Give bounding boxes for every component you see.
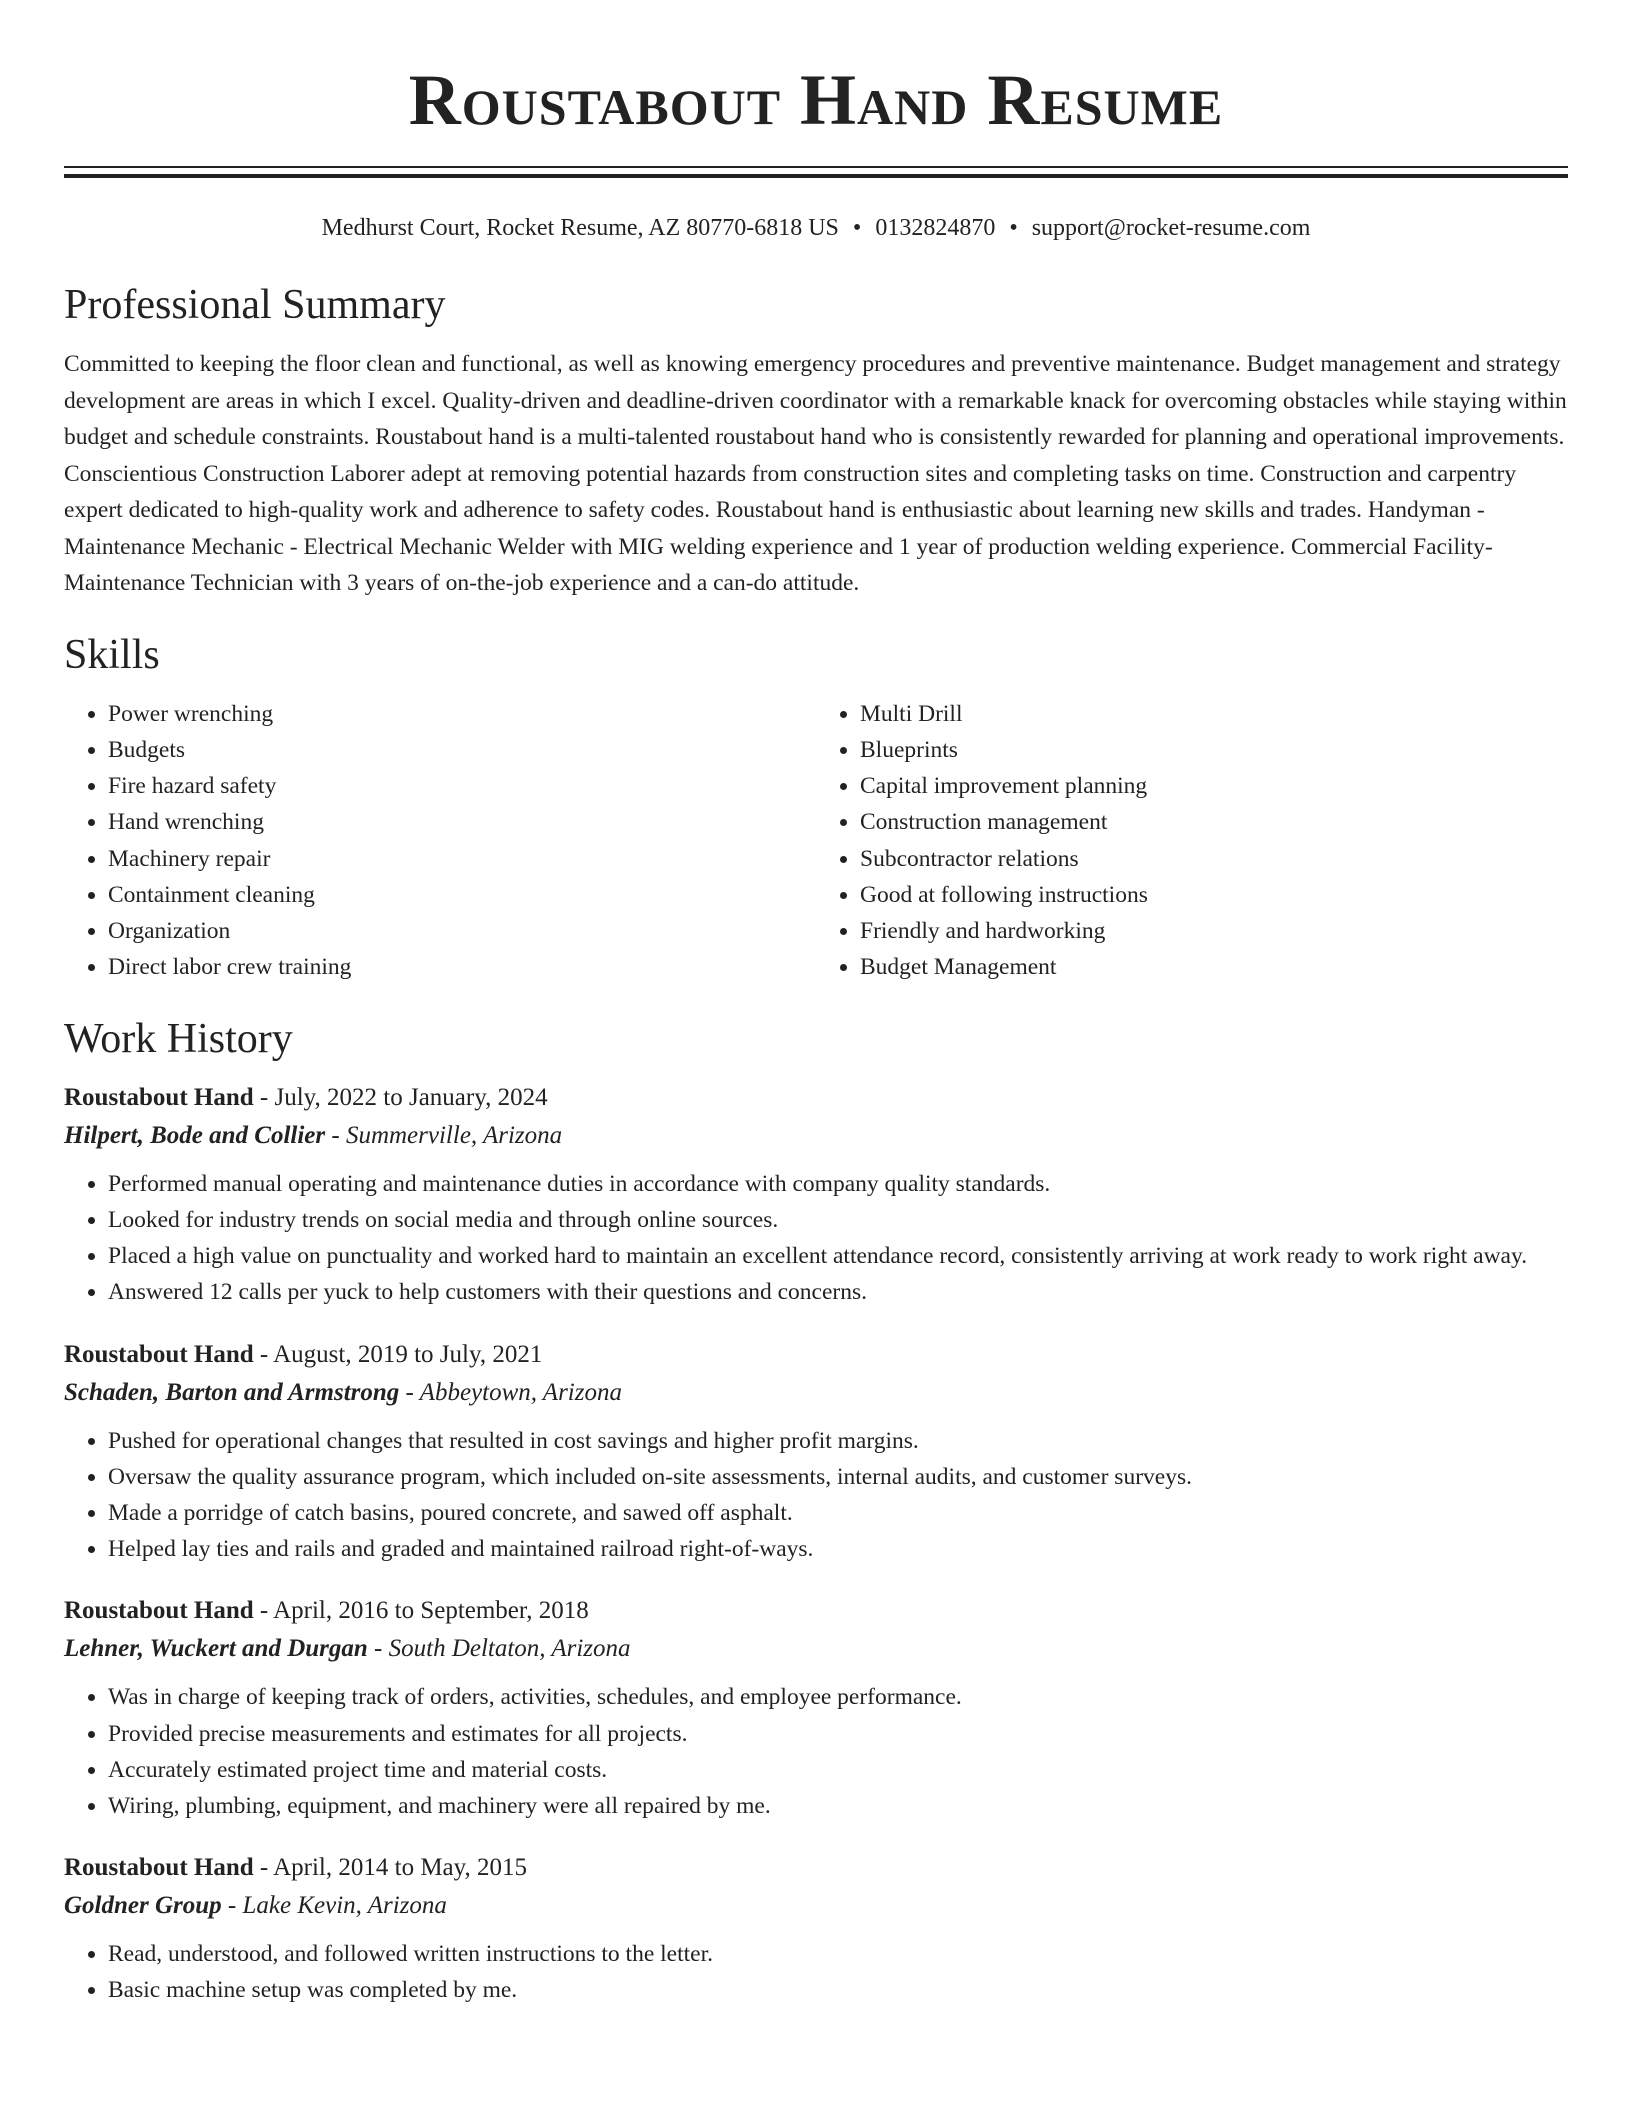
job-location: - Abbeytown, Arizona (399, 1378, 622, 1406)
job-duty: • Oversaw the quality assurance program, which included on-site assessments, internal audits, and customer surveys. (108, 1459, 1568, 1495)
job-company: Hilpert, Bode and Collier (64, 1121, 326, 1149)
skill-item: • Multi Drill (860, 696, 1568, 732)
job-duty: • Wiring, plumbing, equipment, and machinery were all repaired by me. (108, 1788, 1568, 1824)
job-employer (64, 1886, 1568, 1926)
job-duty: • Read, understood, and followed written instructions to the letter. (108, 1936, 1568, 1972)
job-duty: • Accurately estimated project time and material costs. (108, 1752, 1568, 1788)
job-employer (64, 1116, 1568, 1156)
job-duty: • Was in charge of keeping track of orders, activities, schedules, and employee performance. (108, 1679, 1568, 1715)
job-duty: • Looked for industry trends on social media and through online sources. (108, 1202, 1568, 1238)
job-entry (64, 1593, 1568, 1824)
skill-item: • Hand wrenching (108, 804, 816, 840)
skill-item: • Capital improvement planning (860, 768, 1568, 804)
job-duties (64, 1166, 1568, 1311)
skill-item: • Subcontractor relations (860, 841, 1568, 877)
resume-title: Roustabout Hand Resume (408, 60, 1224, 140)
job-location: - Lake Kevin, Arizona (221, 1892, 447, 1920)
job-dates: - April, 2014 to May, 2015 (253, 1854, 528, 1882)
job-employer (64, 1629, 1568, 1669)
contact-separator: • (1009, 215, 1018, 241)
contact-address: Medhurst Court, Rocket Resume, AZ 80770-6818 US (321, 215, 839, 241)
job-entry (64, 1850, 1568, 2008)
job-duty: • Basic machine setup was completed by me. (108, 1972, 1568, 2008)
job-entry (64, 1337, 1568, 1568)
work-history-heading: Work History (64, 1015, 293, 1062)
skill-item: • Machinery repair (108, 841, 816, 877)
skills-heading: Skills (64, 631, 160, 678)
skill-item: • Budget Management (860, 949, 1568, 985)
skill-item: • Good at following instructions (860, 877, 1568, 913)
skill-item: • Friendly and hardworking (860, 913, 1568, 949)
contact-phone: 0132824870 (875, 215, 996, 241)
job-duty: • Pushed for operational changes that resulted in cost savings and higher profit margins. (108, 1423, 1568, 1459)
job-company: Schaden, Barton and Armstrong (64, 1378, 400, 1406)
job-title: Roustabout Hand (64, 1083, 254, 1111)
summary-text: Committed to keeping the floor clean and functional, as well as knowing emergency procedures and preventive maintenance. Budget management and strategy development are areas in which I excel. Quality-driven and deadline-driven coordinator with a remarkable knack for overcoming obstacles while staying within budget and schedule constraints. Roustabout hand is a multi-talented roustabout hand who is consistently rewarded for planning and operational improvements. Conscientious Construction Laborer adept at removing potential hazards from construction sites and completing tasks on time. Construction and carpentry expert dedicated to high-quality work and adherence to safety codes. Roustabout hand is enthusiastic about learning new skills and trades. Handyman - Maintenance Mechanic - Electrical Mechanic Welder with MIG welding experience and 1 year of production welding experience. Commercial Facility-Maintenance Technician with 3 years of on-the-job experience and a can-do attitude. (64, 351, 1567, 597)
skill-item: • Organization (108, 913, 816, 949)
skills-list-right (816, 696, 1568, 986)
job-duty: • Performed manual operating and maintenance duties in accordance with company quality standards. (108, 1166, 1568, 1202)
summary-heading: Professional Summary (64, 282, 446, 328)
job-location: - South Deltaton, Arizona (367, 1635, 631, 1663)
job-duty: • Placed a high value on punctuality and worked hard to maintain an excellent attendance record, consistently arriving at work ready to work right away. (108, 1238, 1568, 1274)
job-duties (64, 1423, 1568, 1568)
skill-item: • Blueprints (860, 732, 1568, 768)
job-duty: • Made a porridge of catch basins, poured concrete, and sawed off asphalt. (108, 1495, 1568, 1531)
skill-item: • Budgets (108, 732, 816, 768)
job-duty: • Helped lay ties and rails and graded and maintained railroad right-of-ways. (108, 1531, 1568, 1567)
job-dates: - August, 2019 to July, 2021 (253, 1340, 543, 1368)
skills-columns (64, 696, 1568, 986)
job-title: Roustabout Hand (64, 1854, 254, 1882)
job-header (64, 1337, 1568, 1373)
job-company: Goldner Group (64, 1892, 222, 1920)
job-duties (64, 1936, 1568, 2008)
job-header (64, 1080, 1568, 1116)
contact-email: support@rocket-resume.com (1031, 215, 1311, 241)
skill-item: • Containment cleaning (108, 877, 816, 913)
contact-separator: • (852, 215, 862, 241)
job-employer (64, 1373, 1568, 1413)
skill-item: • Fire hazard safety (108, 768, 816, 804)
title-divider (64, 166, 1568, 178)
job-company: Lehner, Wuckert and Durgan (64, 1635, 368, 1663)
job-duty: • Answered 12 calls per yuck to help customers with their questions and concerns. (108, 1274, 1568, 1310)
skill-item: • Power wrenching (108, 696, 816, 732)
skills-list-left (64, 696, 816, 986)
contact-line (64, 212, 1568, 244)
job-dates: - April, 2016 to September, 2018 (253, 1597, 589, 1625)
skill-item: • Direct labor crew training (108, 949, 816, 985)
job-location: - Summerville, Arizona (325, 1121, 563, 1149)
job-header (64, 1593, 1568, 1629)
job-entry (64, 1080, 1568, 1311)
job-title: Roustabout Hand (64, 1597, 254, 1625)
job-duties (64, 1679, 1568, 1824)
job-duty: • Provided precise measurements and estimates for all projects. (108, 1716, 1568, 1752)
job-dates: - July, 2022 to January, 2024 (253, 1083, 548, 1111)
job-header (64, 1850, 1568, 1886)
skill-item: • Construction management (860, 804, 1568, 840)
job-title: Roustabout Hand (64, 1340, 254, 1368)
